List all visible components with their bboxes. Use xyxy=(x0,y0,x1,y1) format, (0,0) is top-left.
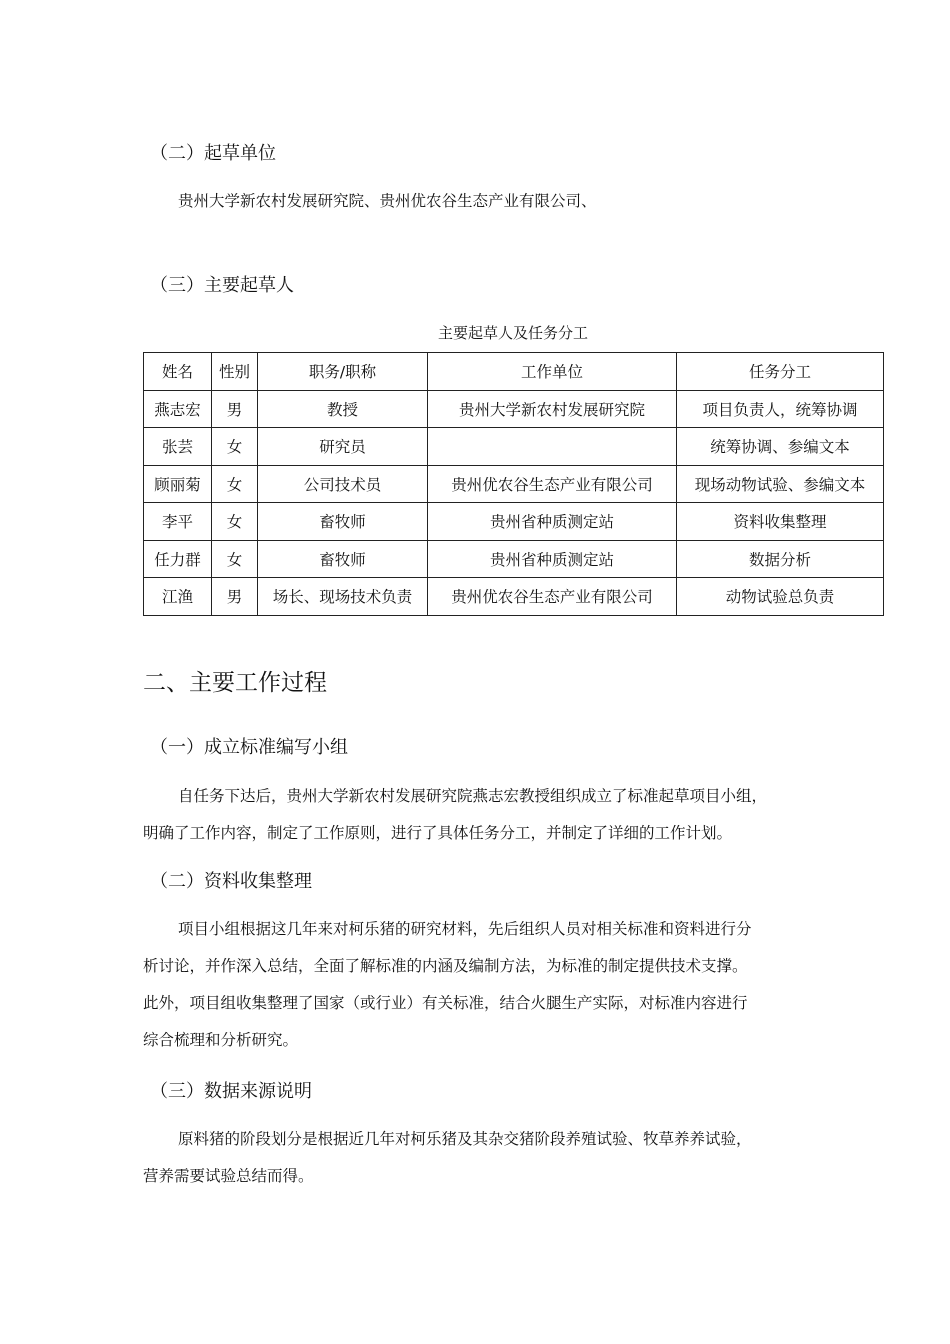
cell-organization: 贵州大学新农村发展研究院 xyxy=(428,390,677,428)
cell-task: 动物试验总负责 xyxy=(677,578,884,616)
table-row xyxy=(144,428,884,466)
cell-organization: 贵州省种质测定站 xyxy=(428,540,677,578)
cell-organization: 贵州优农谷生态产业有限公司 xyxy=(428,465,677,503)
cell-task: 现场动物试验、参编文本 xyxy=(677,465,884,503)
header-name: 姓名 xyxy=(144,353,212,391)
paragraph-line: 明确了工作内容，制定了工作原则，进行了具体任务分工，并制定了详细的工作计划。 xyxy=(143,824,733,842)
cell-task: 统筹协调、参编文本 xyxy=(677,428,884,466)
paragraph-line: 此外，项目组收集整理了国家（或行业）有关标准，结合火腿生产实际，对标准内容进行 xyxy=(143,994,748,1012)
cell-name: 李平 xyxy=(144,503,212,541)
chapter-heading-work-process: 二、主要工作过程 xyxy=(143,670,327,696)
cell-gender: 男 xyxy=(212,390,258,428)
cell-task: 项目负责人，统筹协调 xyxy=(677,390,884,428)
cell-task: 数据分析 xyxy=(677,540,884,578)
paragraph-line: 原料猪的阶段划分是根据近几年对柯乐猪及其杂交猪阶段养殖试验、牧草养养试验， xyxy=(178,1130,752,1148)
paragraph-line: 营养需要试验总结而得。 xyxy=(143,1167,314,1185)
cell-gender: 男 xyxy=(212,578,258,616)
cell-name: 任力群 xyxy=(144,540,212,578)
drafters-table xyxy=(143,352,884,616)
table-row xyxy=(144,390,884,428)
paragraph-line: 贵州大学新农村发展研究院、贵州优农谷生态产业有限公司、 xyxy=(178,192,597,210)
cell-gender: 女 xyxy=(212,428,258,466)
cell-title: 公司技术员 xyxy=(258,465,428,503)
table-caption: 主要起草人及任务分工 xyxy=(437,324,588,342)
cell-gender: 女 xyxy=(212,465,258,503)
table-row xyxy=(144,465,884,503)
cell-organization xyxy=(428,428,677,466)
paragraph-line: 自任务下达后，贵州大学新农村发展研究院燕志宏教授组织成立了标准起草项目小组， xyxy=(178,787,768,805)
section-heading-drafting-unit: （二）起草单位 xyxy=(150,143,276,164)
header-title: 职务/职称 xyxy=(258,353,428,391)
cell-name: 张芸 xyxy=(144,428,212,466)
header-task: 任务分工 xyxy=(677,353,884,391)
cell-name: 顾丽菊 xyxy=(144,465,212,503)
cell-name: 燕志宏 xyxy=(144,390,212,428)
table-header-row xyxy=(144,353,884,391)
cell-title: 畜牧师 xyxy=(258,503,428,541)
table-row xyxy=(144,503,884,541)
paragraph-material-collection xyxy=(143,917,843,1057)
paragraph-line: 析讨论，并作深入总结，全面了解标准的内涵及编制方法，为标准的制定提供技术支撑。 xyxy=(143,957,748,975)
cell-organization: 贵州省种质测定站 xyxy=(428,503,677,541)
subsection-heading-material-collection: （二）资料收集整理 xyxy=(150,871,312,892)
cell-title: 教授 xyxy=(258,390,428,428)
cell-name: 江渔 xyxy=(144,578,212,616)
table-row xyxy=(144,578,884,616)
paragraph-form-group xyxy=(143,784,843,844)
subsection-heading-data-source: （三）数据来源说明 xyxy=(150,1081,312,1102)
header-gender: 性别 xyxy=(212,353,258,391)
cell-gender: 女 xyxy=(212,503,258,541)
paragraph-line: 项目小组根据这几年来对柯乐猪的研究材料，先后组织人员对相关标准和资料进行分 xyxy=(178,920,752,938)
table-row xyxy=(144,540,884,578)
paragraph-data-source xyxy=(143,1127,843,1187)
header-organization: 工作单位 xyxy=(428,353,677,391)
section-heading-main-drafters: （三）主要起草人 xyxy=(150,275,294,296)
cell-title: 畜牧师 xyxy=(258,540,428,578)
cell-task: 资料收集整理 xyxy=(677,503,884,541)
cell-title: 场长、现场技术负责 xyxy=(258,578,428,616)
cell-title: 研究员 xyxy=(258,428,428,466)
subsection-heading-form-group: （一）成立标准编写小组 xyxy=(150,737,348,758)
cell-gender: 女 xyxy=(212,540,258,578)
paragraph-line: 综合梳理和分析研究。 xyxy=(143,1031,299,1049)
cell-organization: 贵州优农谷生态产业有限公司 xyxy=(428,578,677,616)
